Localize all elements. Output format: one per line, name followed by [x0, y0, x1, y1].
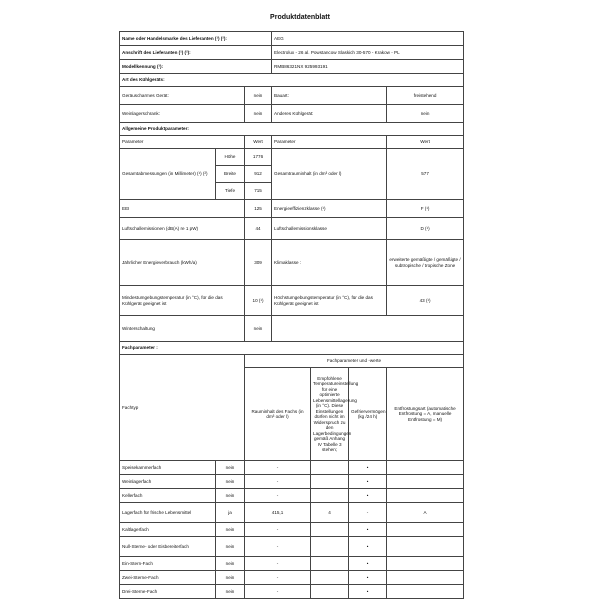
compartment-volume: -: [245, 523, 311, 537]
compartment-present: nein: [216, 523, 245, 537]
compartment-volume: -: [245, 585, 311, 599]
compartment-type: Speisekammerfach: [120, 461, 216, 475]
compartment-volume: -: [245, 461, 311, 475]
compartment-defrost: A: [387, 503, 464, 523]
compartment-defrost-header: Entfrostungsart (automatische Entfrostung = A, manuelle Entfrostung = M): [387, 368, 464, 461]
supplier-address-value: Electrolux - 26 al. Powstancow Slaskich 30-570 - Krakow - PL: [272, 46, 464, 60]
energy-class-value: F (¹): [387, 200, 464, 218]
depth-label: Tiefe: [216, 183, 245, 200]
compartment-volume-header: Rauminhalt des Fachs (in dm³ oder l): [245, 368, 311, 461]
table-row: [120, 503, 464, 523]
dimension-row-height: [120, 149, 464, 166]
supplier-name-row: [120, 32, 464, 46]
compartment-defrost: [387, 537, 464, 557]
temperature-row: [120, 286, 464, 316]
appliance-type-row-2: [120, 105, 464, 123]
value-column-header-right: Wert: [387, 136, 464, 149]
total-volume-value: 577: [387, 149, 464, 200]
noise-row: [120, 218, 464, 240]
width-value: 912: [245, 166, 272, 183]
min-temp-label: Mindestumgebungstemperatur (in °C), für die das Kühlgerät geeignet ist: [120, 286, 245, 316]
supplier-name-value: AEG: [272, 32, 464, 46]
quiet-appliance-value: nein: [245, 87, 272, 105]
compartment-freeze: •: [349, 537, 387, 557]
compartment-defrost: [387, 461, 464, 475]
compartment-temp: [311, 523, 349, 537]
noise-label: Luftschallemissionen (dB(A) re 1 pW): [120, 218, 245, 240]
eei-value: 125: [245, 200, 272, 218]
energy-class-label: Energieeffizienzklasse (¹): [272, 200, 387, 218]
compartment-type: Weinlagerfach: [120, 475, 216, 489]
compartment-freeze: •: [349, 489, 387, 503]
compartment-type: Ein-Stern-Fach: [120, 557, 216, 571]
table-row: [120, 537, 464, 557]
max-temp-label: Höchstumgebungstemperatur (in °C), für die das Kühlgerät geeignet ist: [272, 286, 387, 316]
compartment-type: Kellerfach: [120, 489, 216, 503]
table-row: [120, 557, 464, 571]
other-appliance-label: Anderes Kühlgerät:: [272, 105, 387, 123]
table-row: [120, 523, 464, 537]
compartment-volume: 415,1: [245, 503, 311, 523]
compartment-type: Zwei-Sterne-Fach: [120, 571, 216, 585]
appliance-type-row-1: [120, 87, 464, 105]
wine-cabinet-label: Weinlagerschrank:: [120, 105, 245, 123]
compartment-defrost: [387, 585, 464, 599]
value-column-header: Wert: [245, 136, 272, 149]
table-row: [120, 571, 464, 585]
model-label: Modellkennung (¹):: [120, 60, 272, 74]
model-row: [120, 60, 464, 74]
compartment-type: Drei-Sterne-Fach: [120, 585, 216, 599]
compartment-temp: 4: [311, 503, 349, 523]
table-row: [120, 585, 464, 599]
width-label: Breite: [216, 166, 245, 183]
compartments-header: Fachparameter :: [120, 342, 464, 355]
compartment-defrost: [387, 475, 464, 489]
general-header: Allgemeine Produktparameter:: [120, 123, 464, 136]
compartment-volume: -: [245, 557, 311, 571]
noise-class-value: D (¹): [387, 218, 464, 240]
max-temp-value: 43 (¹): [387, 286, 464, 316]
compartment-type-header: Fachtyp: [120, 355, 245, 461]
compartment-temp: [311, 475, 349, 489]
total-volume-label: Gesamtrauminhalt (in dm³ oder l): [272, 149, 387, 200]
winter-label: Winterschaltung: [120, 316, 245, 342]
compartment-temp: [311, 557, 349, 571]
noise-class-label: Luftschallemissionsklasse: [272, 218, 387, 240]
page-title: Produktdatenblatt: [270, 14, 330, 21]
climate-class-value: erweiterte gemäßigte / gemäßigte / subtropische / tropische Zone: [387, 240, 464, 286]
winter-row: [120, 316, 464, 342]
compartments-header-row: [120, 342, 464, 355]
compartment-freeze: •: [349, 523, 387, 537]
dimensions-label: Gesamtabmessungen (in Millimeter) (¹) (²): [120, 149, 216, 200]
compartment-defrost: [387, 489, 464, 503]
compartment-present: nein: [216, 557, 245, 571]
compartments-group-header-row: [120, 355, 464, 368]
design-type-value: freistehend: [387, 87, 464, 105]
compartment-temp: [311, 585, 349, 599]
compartment-freeze: -: [349, 503, 387, 523]
compartment-temp: [311, 489, 349, 503]
winter-value: nein: [245, 316, 272, 342]
consumption-label: Jährlicher Energieverbrauch (kWh/a): [120, 240, 245, 286]
other-appliance-value: nein: [387, 105, 464, 123]
compartment-type: Null-Sterne- oder Eisbereiterfach: [120, 537, 216, 557]
table-row: [120, 461, 464, 475]
param-column-header: Parameter: [120, 136, 245, 149]
compartment-freeze: •: [349, 585, 387, 599]
compartment-temp: [311, 571, 349, 585]
design-type-label: Bauart:: [272, 87, 387, 105]
compartment-volume: -: [245, 537, 311, 557]
table-row: [120, 475, 464, 489]
compartment-present: ja: [216, 503, 245, 523]
eei-label: EEI: [120, 200, 245, 218]
compartment-volume: -: [245, 489, 311, 503]
compartment-freeze: •: [349, 557, 387, 571]
compartment-freeze: •: [349, 571, 387, 585]
appliance-type-header: Art des Kühlgeräts:: [120, 74, 464, 87]
depth-value: 715: [245, 183, 272, 200]
compartment-present: nein: [216, 537, 245, 557]
compartment-type: Kaltlagerfach: [120, 523, 216, 537]
compartment-freeze: •: [349, 461, 387, 475]
supplier-address-label: Anschrift des Lieferanten (¹) (²):: [120, 46, 272, 60]
height-label: Höhe: [216, 149, 245, 166]
noise-value: 44: [245, 218, 272, 240]
compartment-freeze-header: Gefriervermögen (kg /24 h): [349, 368, 387, 461]
compartment-type: Lagerfach für frische Lebensmittel: [120, 503, 216, 523]
datasheet-table: [119, 31, 464, 599]
compartment-defrost: [387, 523, 464, 537]
appliance-type-header-row: [120, 74, 464, 87]
min-temp-value: 10 (¹): [245, 286, 272, 316]
compartment-present: nein: [216, 489, 245, 503]
eei-row: [120, 200, 464, 218]
general-header-row: [120, 123, 464, 136]
compartment-temp-header: Empfohlene Temperatureinstellung für eine optimierte Lebensmittellagerung (in °C). Diese Einstellungen dürfen nicht im Widerspruch zu den Lagerbedingungen gemäß Anhang IV Tabelle 3 stehen;: [311, 368, 349, 461]
wine-cabinet-value: nein: [245, 105, 272, 123]
compartment-present: nein: [216, 571, 245, 585]
climate-class-label: Klimaklasse :: [272, 240, 387, 286]
compartment-volume: -: [245, 475, 311, 489]
consumption-value: 309: [245, 240, 272, 286]
compartment-defrost: [387, 571, 464, 585]
consumption-row: [120, 240, 464, 286]
compartment-defrost: [387, 557, 464, 571]
model-value: RMB86321NX 925993191: [272, 60, 464, 74]
quiet-appliance-label: Geräuscharmes Gerät:: [120, 87, 245, 105]
compartment-present: nein: [216, 585, 245, 599]
compartment-freeze: •: [349, 475, 387, 489]
supplier-address-row: [120, 46, 464, 60]
param-column-header-right: Parameter: [272, 136, 387, 149]
compartment-volume: -: [245, 571, 311, 585]
compartment-present: nein: [216, 475, 245, 489]
supplier-name-label: Name oder Handelsmarke des Lieferanten (¹) (²):: [120, 32, 272, 46]
compartment-temp: [311, 537, 349, 557]
compartment-present: nein: [216, 461, 245, 475]
general-column-header-row: [120, 136, 464, 149]
compartment-temp: [311, 461, 349, 475]
compartment-group-header: Fachparameter und -werte: [245, 355, 464, 368]
winter-row-empty: [272, 316, 464, 342]
height-value: 1776: [245, 149, 272, 166]
table-row: [120, 489, 464, 503]
